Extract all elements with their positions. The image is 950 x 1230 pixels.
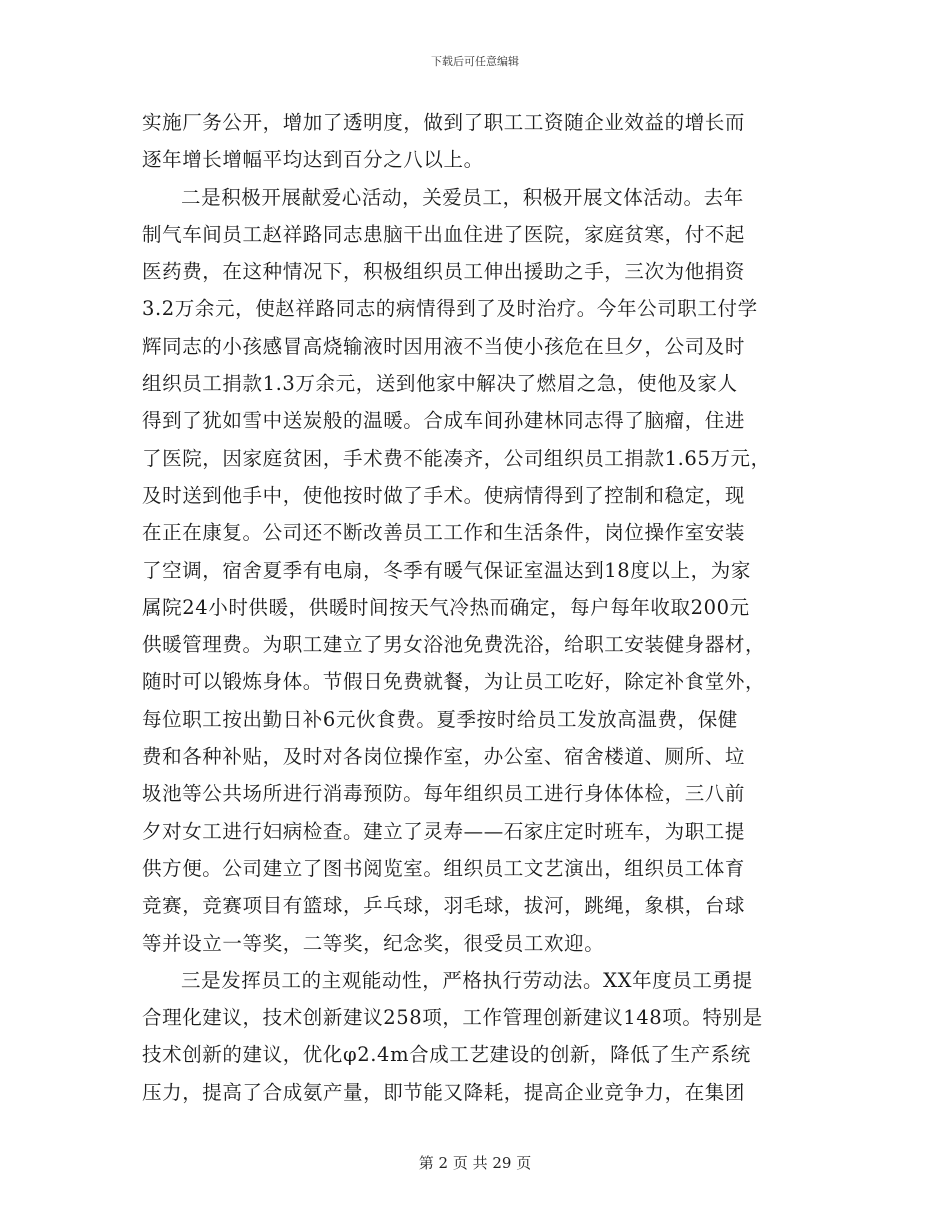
text-line: 合理化建议，技术创新建议258项，工作管理创新建议148项。特别是 <box>142 1006 763 1030</box>
text-line: 了医院，因家庭贫困，手术费不能凑齐，公司组织员工捐款1.65万元， <box>142 446 771 470</box>
text-line: 圾池等公共场所进行消毒预防。每年组织员工进行身体体检，三八前 <box>142 782 746 806</box>
text-line: 组织员工捐款1.3万余元，送到他家中解决了燃眉之急，使他及家人 <box>142 372 738 396</box>
text-line: 供暖管理费。为职工建立了男女浴池免费洗浴，给职工安装健身器材， <box>142 633 766 657</box>
text-line: 等并设立一等奖，二等奖，纪念奖，很受员工欢迎。 <box>142 931 605 955</box>
text-line: 及时送到他手中，使他按时做了手术。使病情得到了控制和稳定，现 <box>142 483 746 507</box>
text-line: 属院24小时供暖，供暖时间按天气冷热而确定，每户每年收取200元 <box>142 595 750 619</box>
text-line: 夕对女工进行妇病检查。建立了灵寿——石家庄定时班车，为职工提 <box>142 819 746 843</box>
text-line: 每位职工按出勤日补6元伙食费。夏季按时给员工发放高温费，保健 <box>142 707 738 731</box>
text-line: 逐年增长增幅平均达到百分之八以上。 <box>142 148 484 172</box>
text-line: 供方便。公司建立了图书阅览室。组织员工文艺演出，组织员工体育 <box>142 856 746 880</box>
text-line: 制气车间员工赵祥路同志患脑干出血住进了医院，家庭贫寒，付不起 <box>142 222 746 246</box>
text-line: 医药费，在这种情况下，积极组织员工伸出援助之手，三次为他捐资 <box>142 260 746 284</box>
text-line: 辉同志的小孩感冒高烧输液时因用液不当使小孩危在旦夕，公司及时 <box>142 334 746 358</box>
text-line: 随时可以锻炼身体。节假日免费就餐，为让员工吃好，除定补食堂外， <box>142 670 766 694</box>
page-footer: 第 2 页 共 29 页 <box>418 1154 532 1172</box>
paragraph-start-line: 三是发挥员工的主观能动性，严格执行劳动法。XX年度员工勇提 <box>181 968 753 992</box>
paragraph-start-line: 二是积极开展献爱心活动，关爱员工，积极开展文体活动。去年 <box>181 185 744 209</box>
page-header: 下载后可任意编辑 <box>431 55 519 68</box>
text-line: 了空调，宿舍夏季有电扇，冬季有暖气保证室温达到18度以上，为家 <box>142 558 751 582</box>
document-body <box>142 104 820 1111</box>
text-line: 得到了犹如雪中送炭般的温暖。合成车间孙建林同志得了脑瘤，住进 <box>142 409 746 433</box>
text-line: 3.2万余元，使赵祥路同志的病情得到了及时治疗。今年公司职工付学 <box>142 297 758 321</box>
text-line: 竞赛，竞赛项目有篮球，乒乓球，羽毛球，拔河，跳绳，象棋，台球 <box>142 894 746 918</box>
text-line: 在正在康复。公司还不断改善员工工作和生活条件，岗位操作室安装 <box>142 521 746 545</box>
text-line: 压力，提高了合成氨产量，即节能又降耗，提高企业竞争力，在集团 <box>142 1080 746 1104</box>
text-line: 技术创新的建议，优化φ2.4m合成工艺建设的创新，降低了生产系统 <box>142 1043 751 1067</box>
text-line: 费和各种补贴，及时对各岗位操作室，办公室、宿舍楼道、厕所、垃 <box>142 745 746 769</box>
text-line: 实施厂务公开，增加了透明度，做到了职工工资随企业效益的增长而 <box>142 111 746 134</box>
